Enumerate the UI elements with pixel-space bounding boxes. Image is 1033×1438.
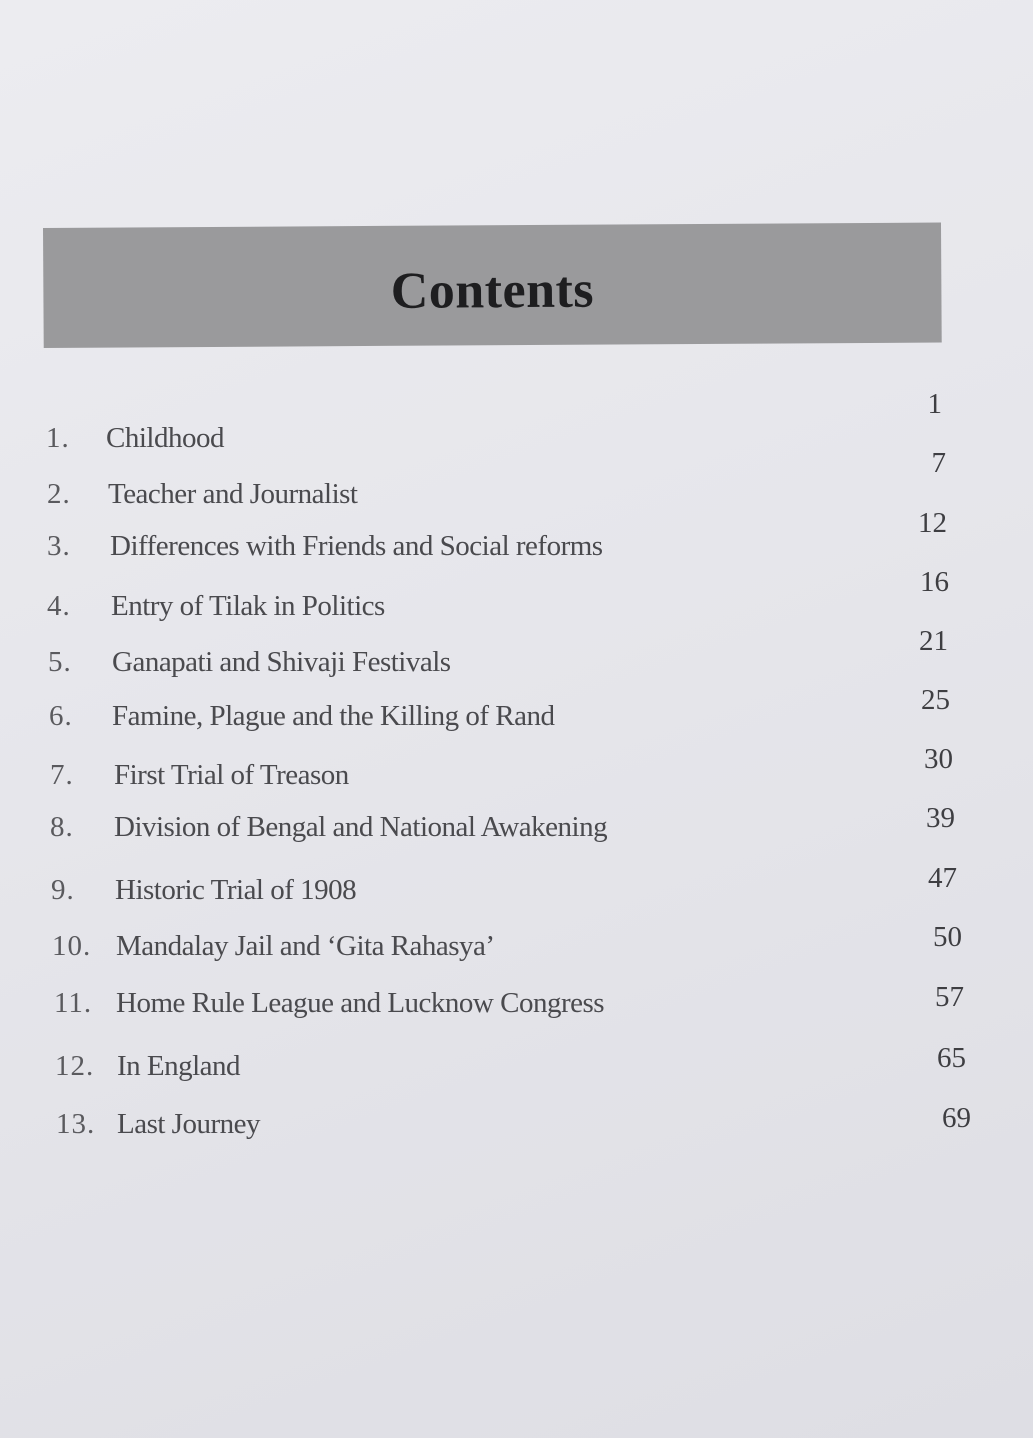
toc-entry-number: 5. — [48, 646, 72, 678]
toc-entry-title: Teacher and Journalist — [108, 478, 358, 510]
toc-entry-title: Home Rule League and Lucknow Congress — [116, 987, 605, 1019]
toc-entry-page-number: 21 — [919, 625, 948, 657]
toc-entry-number: 8. — [50, 811, 74, 843]
toc-entry-number: 4. — [47, 590, 71, 622]
contents-heading: Contents — [390, 261, 595, 320]
toc-entry-page-number: 47 — [928, 862, 957, 894]
toc-entry-title: In England — [117, 1050, 241, 1082]
toc-entry-number: 7. — [50, 759, 74, 791]
toc-entry-page-number: 16 — [920, 566, 949, 598]
toc-entry-title: Childhood — [106, 422, 224, 454]
toc-entry-page-number: 7 — [931, 447, 946, 479]
toc-entry-title: Ganapati and Shivaji Festivals — [112, 646, 451, 678]
toc-entry-title: Division of Bengal and National Awakening — [114, 811, 608, 843]
toc-entry-number: 13. — [56, 1108, 96, 1140]
toc-entry-page-number: 50 — [933, 921, 962, 953]
toc-entry-page-number: 57 — [935, 981, 964, 1013]
toc-entry-page-number: 39 — [926, 802, 955, 834]
toc-entry-number: 10. — [52, 930, 92, 962]
toc-entry-number: 11. — [54, 987, 93, 1019]
toc-entry-title: Famine, Plague and the Killing of Rand — [112, 700, 555, 732]
toc-entry-number: 6. — [49, 700, 73, 732]
toc-entry-number: 9. — [51, 874, 75, 906]
toc-entry-title: First Trial of Treason — [114, 759, 349, 791]
toc-entry-page-number: 69 — [942, 1102, 971, 1134]
toc-entry-page-number: 25 — [921, 684, 950, 716]
toc-entry-number: 2. — [47, 478, 71, 510]
toc-entry-title: Differences with Friends and Social reforms — [110, 530, 603, 562]
toc-entry-title: Last Journey — [117, 1108, 260, 1140]
toc-entry-page-number: 1 — [927, 388, 942, 420]
toc-entry-number: 12. — [55, 1050, 95, 1082]
toc-entry-page-number: 30 — [924, 743, 953, 775]
toc-entry-title: Mandalay Jail and ‘Gita Rahasya’ — [116, 930, 495, 962]
toc-entry-number: 1. — [46, 422, 70, 454]
toc-entry-title: Historic Trial of 1908 — [115, 874, 357, 906]
toc-entry-page-number: 12 — [918, 507, 947, 539]
toc-entry-page-number: 65 — [937, 1042, 966, 1074]
toc-entry-title: Entry of Tilak in Politics — [111, 590, 385, 622]
toc-entry-number: 3. — [47, 530, 71, 562]
